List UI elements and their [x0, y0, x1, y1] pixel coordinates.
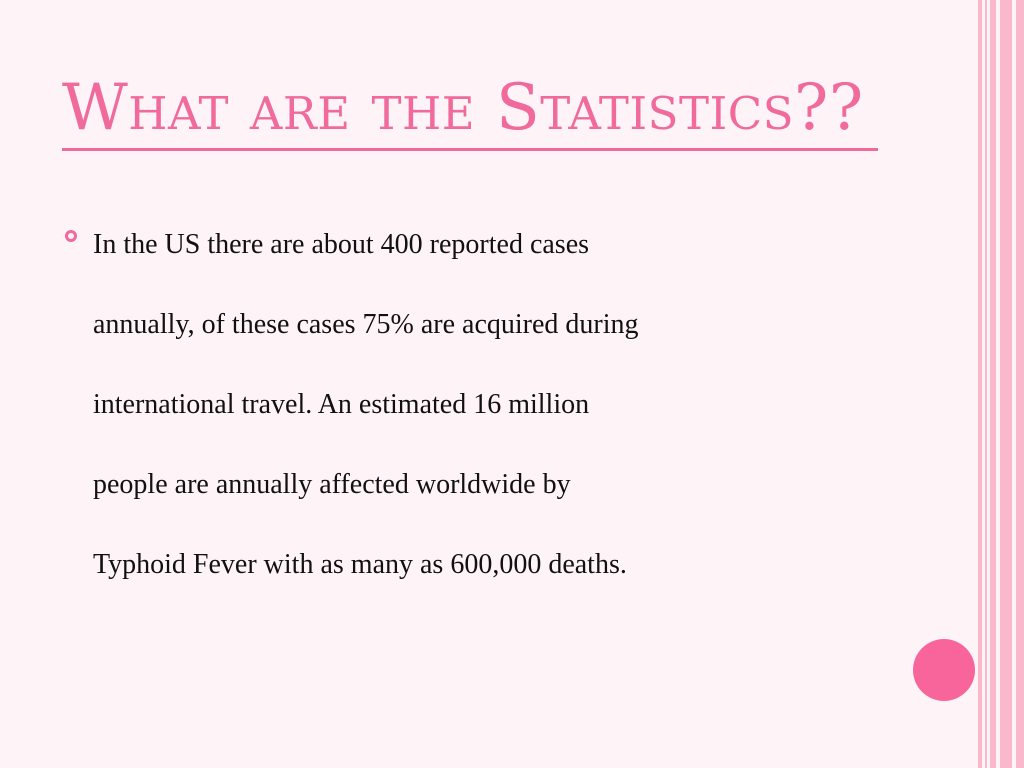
ring-bullet-icon	[65, 230, 77, 242]
decor-stripe	[990, 0, 996, 768]
bullet-text	[93, 205, 893, 605]
decor-stripe	[978, 0, 982, 768]
bullet-line: Typhoid Fever with as many as 600,000 deaths.	[93, 549, 627, 580]
decor-stripe	[985, 0, 987, 768]
decor-stripe	[1016, 0, 1024, 768]
decor-stripe	[1000, 0, 1012, 768]
bullet-line: international travel. An estimated 16 million	[93, 389, 590, 420]
bullet-line: people are annually affected worldwide by	[93, 469, 571, 500]
pink-circle-icon	[913, 639, 975, 701]
slide-title: What are the Statistics??	[62, 71, 864, 145]
title-underline	[62, 148, 878, 151]
bullet-line: In the US there are about 400 reported cases	[93, 229, 590, 260]
bullet-line: annually, of these cases 75% are acquired during	[93, 309, 639, 340]
